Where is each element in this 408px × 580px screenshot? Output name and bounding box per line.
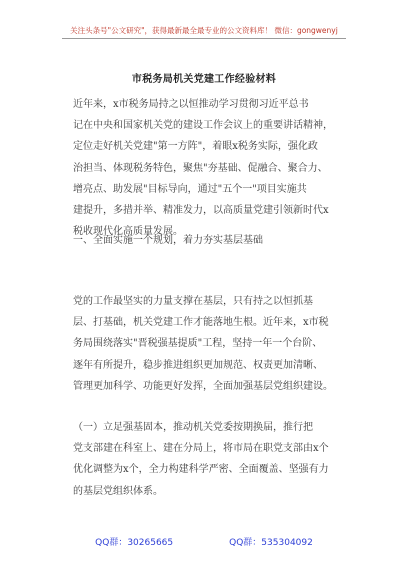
footer-qq-group-1: QQ群：30265665 <box>95 538 174 548</box>
paragraph-section-1: 党的工作最坚实的力量支撑在基层，只有持之以恒抓基 层、打基础，机关党建工作才能落地生根。近年来，x市税 务局围绕落实"晋税强基提质"工程，坚持一年一个台阶、 逐年有所提升，稳步推进组织更加规范、权责更加清晰、 管理更加科学、功能更好发挥，全面加强基层党组织建设。 <box>73 296 333 392</box>
paragraph-subsection-1: （一）立足强基固本，推动机关党委按期换届，推行把 党支部建在科室上、建在分局上，将市局在职党支部由x个 优化调整为x个，全力构建科学严密、全面覆盖、坚强有力 的基层党组织体系。 <box>73 422 329 497</box>
paragraph-intro: 近年来，x市税务局持之以恒推动学习贯彻习近平总书 记在中央和国家机关党的建设工作会议上的重要讲话精神， 定位走好机关党建"第一方阵"，着眼x税务实际，强化政 治担当、体现税务特色，聚焦"夯基础、促融合、聚合力、 增亮点、助发展"目标导向，通过"五个一"项目实施共 建提升，多措并举、精准发力，以高质量党建引领新时代x 税收现代化高质量发展。 <box>73 99 333 238</box>
footer-contact <box>0 535 408 548</box>
footer-qq-group-2: QQ群：535304092 <box>229 538 313 548</box>
header-divider <box>62 38 346 39</box>
section-heading-1: 一、全面实施一个规划，着力夯实基层基础 <box>73 235 263 246</box>
header-banner: 关注头条号"公文研究"，获得最新最全最专业的公文资料库！ 微信：gongwenyj <box>70 26 338 35</box>
document-title: 市税务局机关党建工作经验材料 <box>131 74 277 85</box>
